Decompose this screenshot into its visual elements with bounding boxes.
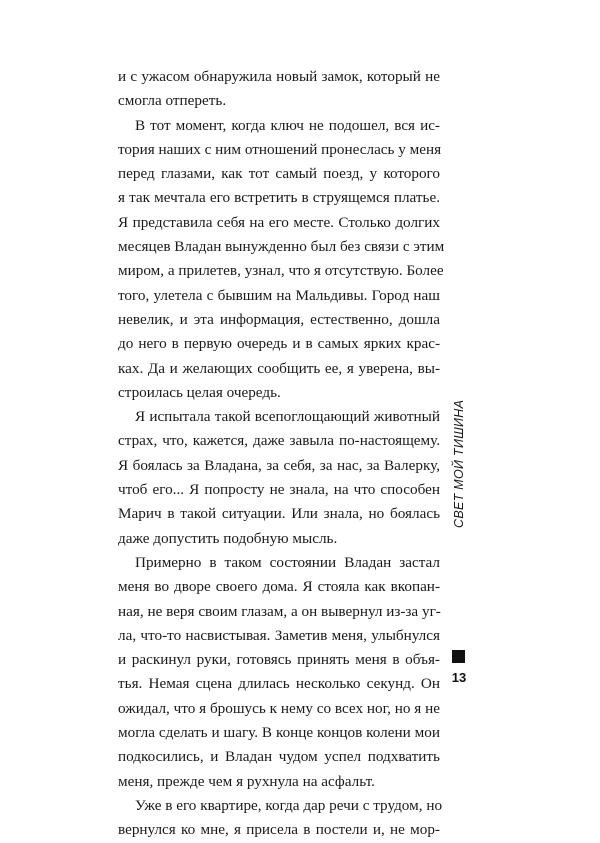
text-line: ках. Да и желающих сообщить ее, я уверена, вы- <box>118 359 440 377</box>
text-line: Я представила себя на его месте. Столько долгих <box>118 213 440 231</box>
text-line: и с ужасом обнаружила новый замок, который не <box>118 68 440 85</box>
page-number: 13 <box>451 670 467 685</box>
text-line: миром, а прилетев, узнал, что я отсутствую. Более <box>118 262 444 280</box>
text-line: Я испытала такой всепоглощающий животный <box>135 408 440 426</box>
text-line: тория наших с ним отношений пронеслась у меня <box>118 140 442 158</box>
text-line: страх, что, кажется, даже завыла по-настоящему. <box>118 432 440 450</box>
text-line: чтоб его... Я попросту не знала, на что способен <box>118 481 440 499</box>
text-line: В тот момент, когда ключ не подошел, вся ис- <box>135 116 440 134</box>
text-line: даже допустить подобную мысль. <box>118 529 338 547</box>
text-line: того, улетела с бывшим на Мальдивы. Город наш <box>118 286 440 304</box>
text-line: могла сделать и шагу. В конце концов колени мои <box>118 724 440 742</box>
text-line: месяцев Владан вынужденно был без связи с этим <box>118 238 445 256</box>
text-line: Уже в его квартире, когда дар речи с трудом, но <box>135 796 443 814</box>
text-line: ожидал, что я брошусь к нему со всех ног, но я не <box>118 699 440 717</box>
text-line: строилась целая очередь. <box>118 383 281 401</box>
text-line: Марич в такой ситуации. Или знала, но боялась <box>118 505 440 523</box>
text-line: Примерно в таком состоянии Владан застал <box>135 553 440 571</box>
text-line: тья. Немая сцена длилась несколько секунд. Он <box>118 675 440 693</box>
text-line: меня, прежде чем я рухнула на асфальт. <box>118 772 375 790</box>
text-line: меня во дворе своего дома. Я стояла как вкопан- <box>118 578 440 596</box>
text-line: подкосились, и Владан чудом успел подхватить <box>118 748 440 766</box>
running-head-marker <box>452 650 465 663</box>
text-line: смогла отпереть. <box>118 92 227 110</box>
text-line: до него в первую очередь и в самых ярких крас- <box>118 335 440 353</box>
text-line: Я боялась за Владана, за себя, за нас, за Валерку, <box>118 456 440 474</box>
text-line: я так мечтала его встретить в струящемся платье. <box>118 189 440 207</box>
text-line: вернулся ко мне, я присела в постели и, не мор- <box>118 821 440 839</box>
text-line: ла, что-то насвистывая. Заметив меня, улыбнулся <box>118 626 440 644</box>
text-line: невелик, и эта информация, естественно, дошла <box>118 310 440 328</box>
running-head: СВЕТ МОЙ ТИШИНА <box>452 399 466 528</box>
text-line: и раскинул руки, готовясь принять меня в объя- <box>118 651 440 669</box>
body-text <box>118 65 445 843</box>
text-line: ная, не веря своим глазам, а он вывернул из-за уг- <box>118 602 441 620</box>
text-line: перед глазами, как тот самый поезд, у которого <box>118 165 440 183</box>
